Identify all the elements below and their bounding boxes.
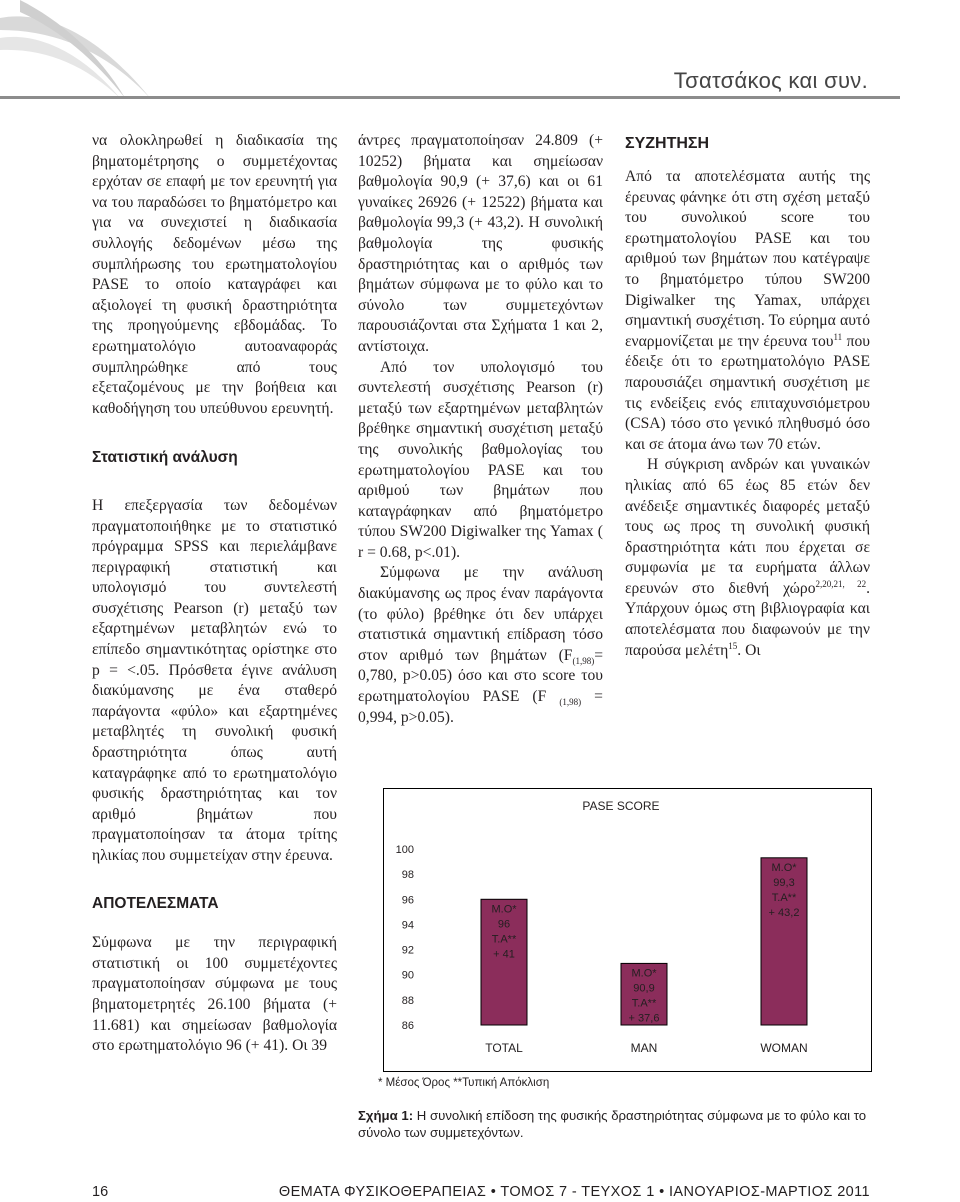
header-rule: [0, 96, 900, 99]
y-tick-label: 86: [401, 1020, 414, 1032]
chart-title: PASE SCORE: [582, 799, 660, 813]
anova-text-a: Σύμφωνα με την ανάλυση διακύμανσης ως προς έναν παράγοντα (το φύλο) βρέθηκε ότι δεν υπάρχει στατιστικά σημαντική επίδραση τόσο στον αριθμό των βημάτων (F: [358, 564, 603, 664]
bar-data-label: 90,9: [633, 982, 655, 995]
paragraph-discussion-1: [625, 167, 870, 455]
discussion-1-citation: 11: [833, 331, 843, 342]
column-left: [92, 131, 337, 1057]
discussion-1-text-a: Από τα αποτελέσματα αυτής της έρευνας φάνηκε ότι στη σχέση μεταξύ του συνολικού score του ερωτηματολογίου PASE και του αριθμού των βημάτων που κατέγραψε το βηματόμετρο τύπου SW200 Digiwalker της Yamax, υπάρχει σημαντική συσχέτιση. Το εύρημα αυτό εναρμονίζεται με την έρευνα του: [625, 168, 870, 350]
column-middle: [358, 131, 603, 728]
y-tick-label: 100: [395, 844, 414, 856]
paragraph-pearson: Από τον υπολογισμό του συντελεστή συσχέτισης Pearson (r) μεταξύ των εξαρτημένων μεταβλητών βρέθηκε σημαντική συσχέτιση μεταξύ της συνολικής βαθμολογίας του ερωτηματολογίου PASE και του αριθμού των βημάτων που καταγράφηκαν από βηματόμετρο τύπου SW200 Digiwalker της Yamax ( r = 0.68, p<.01).: [358, 358, 603, 561]
bar-data-label: + 43,2: [768, 906, 800, 919]
paragraph-procedure: να ολοκληρωθεί η διαδικασία της βηματομέτρησης ο συμμετέχοντας ερχόταν σε επαφή με τον ερευνητή για να του παραδώσει το βηματόμετρο και για να συνεχιστεί η διαδικασία συλλογής δεδομένων μέσω της συμπλήρωσης του ερωτηματολογίου PASE το οποίο καταγράφει και αξιολογεί τη φυσική δραστηριότητα της προηγούμενης εβδομάδας. Το ερωτηματολόγιο αυτοαναφοράς συμπληρώθηκε από τους εξεταζομένους με την βοήθεια και καθοδήγηση του υπεύθυνου ερευνητή.: [92, 132, 337, 417]
discussion-1-text-b: που έδειξε ότι το ερωτηματολόγιο PASE παρουσιάζει σημαντική συσχέτιση με τις ενδείξεις ενός επιταχυνσιόμετρου (CSA) τόσο στο γενικό πληθυσμό όσο και σε άτομα άνω των 70 ετών.: [625, 332, 871, 453]
y-tick-label: 88: [401, 994, 414, 1007]
bar-data-label: M.O*: [491, 903, 517, 916]
paragraph-statistical-analysis: Η επεξεργασία των δεδομένων πραγματοποιήθηκε με το στατιστικό πρόγραμμα SPSS και περιελάμβανε περιγραφική στατιστική και υπολογισμό του συντελεστή συσχέτισης Pearson (r) μεταξύ των εξαρτημένων μεταβλητών ενώ το επίπεδο σημαντικότητας ορίστηκε στο p = <.05. Πρόσθετα έγινε ανάλυση διακύμανσης με ένα σταθερό παράγοντα «φύλο» και εξαρτημένες μεταβλητές τη συνολική φυσική δραστηριότητα όπως αυτή καταγράφηκε από το ερωτηματολόγιο φυσικής δραστηριότητας και τον αριθμό βημάτων που πραγματοποίησαν τα άτομα τρίτης ηλικίας που συμμετείχαν στην έρευνα.: [92, 496, 337, 864]
bar-data-label: 99,3: [773, 876, 795, 889]
bar-data-label: 96: [497, 918, 511, 931]
discussion-2-text-a: Η σύγκριση ανδρών και γυναικών ηλικίας από 65 έως 85 ετών δεν ανέδειξε σημαντικές διαφορές μεταξύ τους ως προς τη συνολική φυσική δραστηριότητα κάτι που έρχεται σε συμφωνία με τα ευρήματα άλλων ερευνών στο διεθνή χώρο: [625, 456, 870, 597]
paragraph-anova: [358, 563, 603, 728]
bar-data-label: M.O*: [771, 861, 797, 874]
y-tick-label: 98: [401, 869, 414, 882]
heading-results: ΑΠΟΤΕΛΕΣΜΑΤΑ: [92, 894, 219, 912]
bar-data-label: T.A**: [631, 997, 657, 1010]
decorative-swoosh-graphic: [0, 0, 170, 120]
anova-subscript-2: (1,98): [559, 697, 582, 708]
paragraph-results-gender: άντρες πραγματοποίησαν 24.809 (+ 10252) βήματα και σημείωσαν βαθμολογία 90,9 (+ 37,6) και οι 61 γυναίκες 26926 (+ 12522) βήματα και βαθμολογία 99,3 (+ 43,2). Η συνολική βαθμολογία της φυσικής δραστηριότητας και ο αριθμός των βημάτων σύμφωνα με το φύλο και το σύνολο των συμμετεχόντων παρουσιάζονται στα Σχήματα 1 και 2, αντίστοιχα.: [358, 132, 603, 355]
x-category-label: MAN: [630, 1041, 658, 1055]
bar-data-label: M.O*: [631, 967, 657, 980]
y-tick-label: 92: [401, 944, 414, 957]
y-tick-label: 96: [401, 894, 414, 907]
y-tick-label: 90: [401, 969, 414, 982]
figure-1-chart: [383, 788, 872, 1072]
bar-data-label: T.A**: [771, 891, 797, 904]
x-category-label: WOMAN: [760, 1041, 808, 1055]
discussion-2-citation-2: 15: [728, 640, 738, 651]
discussion-2-citation-1: 2,20,21, 22: [815, 578, 867, 589]
figure-caption: [358, 1107, 878, 1141]
column-right: [625, 167, 870, 661]
journal-footer-title: ΘΕΜΑΤΑ ΦΥΣΙΚΟΘΕΡΑΠΕΙΑΣ • ΤΟΜΟΣ 7 - ΤΕΥΧΟΣ 1 • ΙΑΝΟΥΑΡΙΟΣ-ΜΑΡΤΙΟΣ 2011: [278, 1184, 870, 1200]
heading-statistical-analysis: Στατιστική ανάλυση: [92, 449, 238, 467]
heading-discussion: ΣΥΖΗΤΗΣΗ: [625, 135, 710, 152]
running-head: Τσατσάκος και συν.: [673, 68, 868, 93]
x-category-label: TOTAL: [485, 1041, 523, 1055]
anova-text-b: = 0,780, p>0.05) όσο και στο score του ερωτηματολογίου PASE (F: [358, 646, 603, 706]
figure-footnote: * Μέσος Όρος **Τυπική Απόκλιση: [378, 1077, 550, 1089]
bar-data-label: + 37,6: [628, 1012, 660, 1025]
anova-text-c: = 0,994, p>0.05).: [358, 688, 603, 726]
bar-data-label: + 41: [493, 948, 515, 961]
paragraph-discussion-2: [625, 455, 870, 661]
anova-subscript-1: (1,98): [572, 655, 595, 666]
discussion-2-text-b: . Υπάρχουν όμως στη βιβλιογραφία και αποτελέσματα που διαφωνούν με την παρούσα μελέτη: [625, 579, 870, 659]
pase-score-bar-chart: [384, 789, 871, 1071]
bar-data-label: T.A**: [491, 933, 517, 946]
y-tick-label: 94: [401, 919, 414, 932]
paragraph-results-intro: Σύμφωνα με την περιγραφική στατιστική οι 100 συμμετέχοντες πραγματοποίησαν σύμφωνα με τους βηματομετρητές 26.100 βήματα (+ 11.681) και σημείωσαν βαθμολογία στο ερωτηματολόγιο 96 (+ 41). Οι 39: [92, 934, 337, 1055]
figure-caption-label: Σχήμα 1:: [358, 1108, 414, 1123]
page-number: 16: [92, 1184, 109, 1200]
figure-caption-text: Η συνολική επίδοση της φυσικής δραστηριότητας σύμφωνα με το φύλο και το σύνολο των συμμετεχόντων.: [358, 1108, 867, 1140]
discussion-2-text-c: . Οι: [737, 641, 761, 659]
